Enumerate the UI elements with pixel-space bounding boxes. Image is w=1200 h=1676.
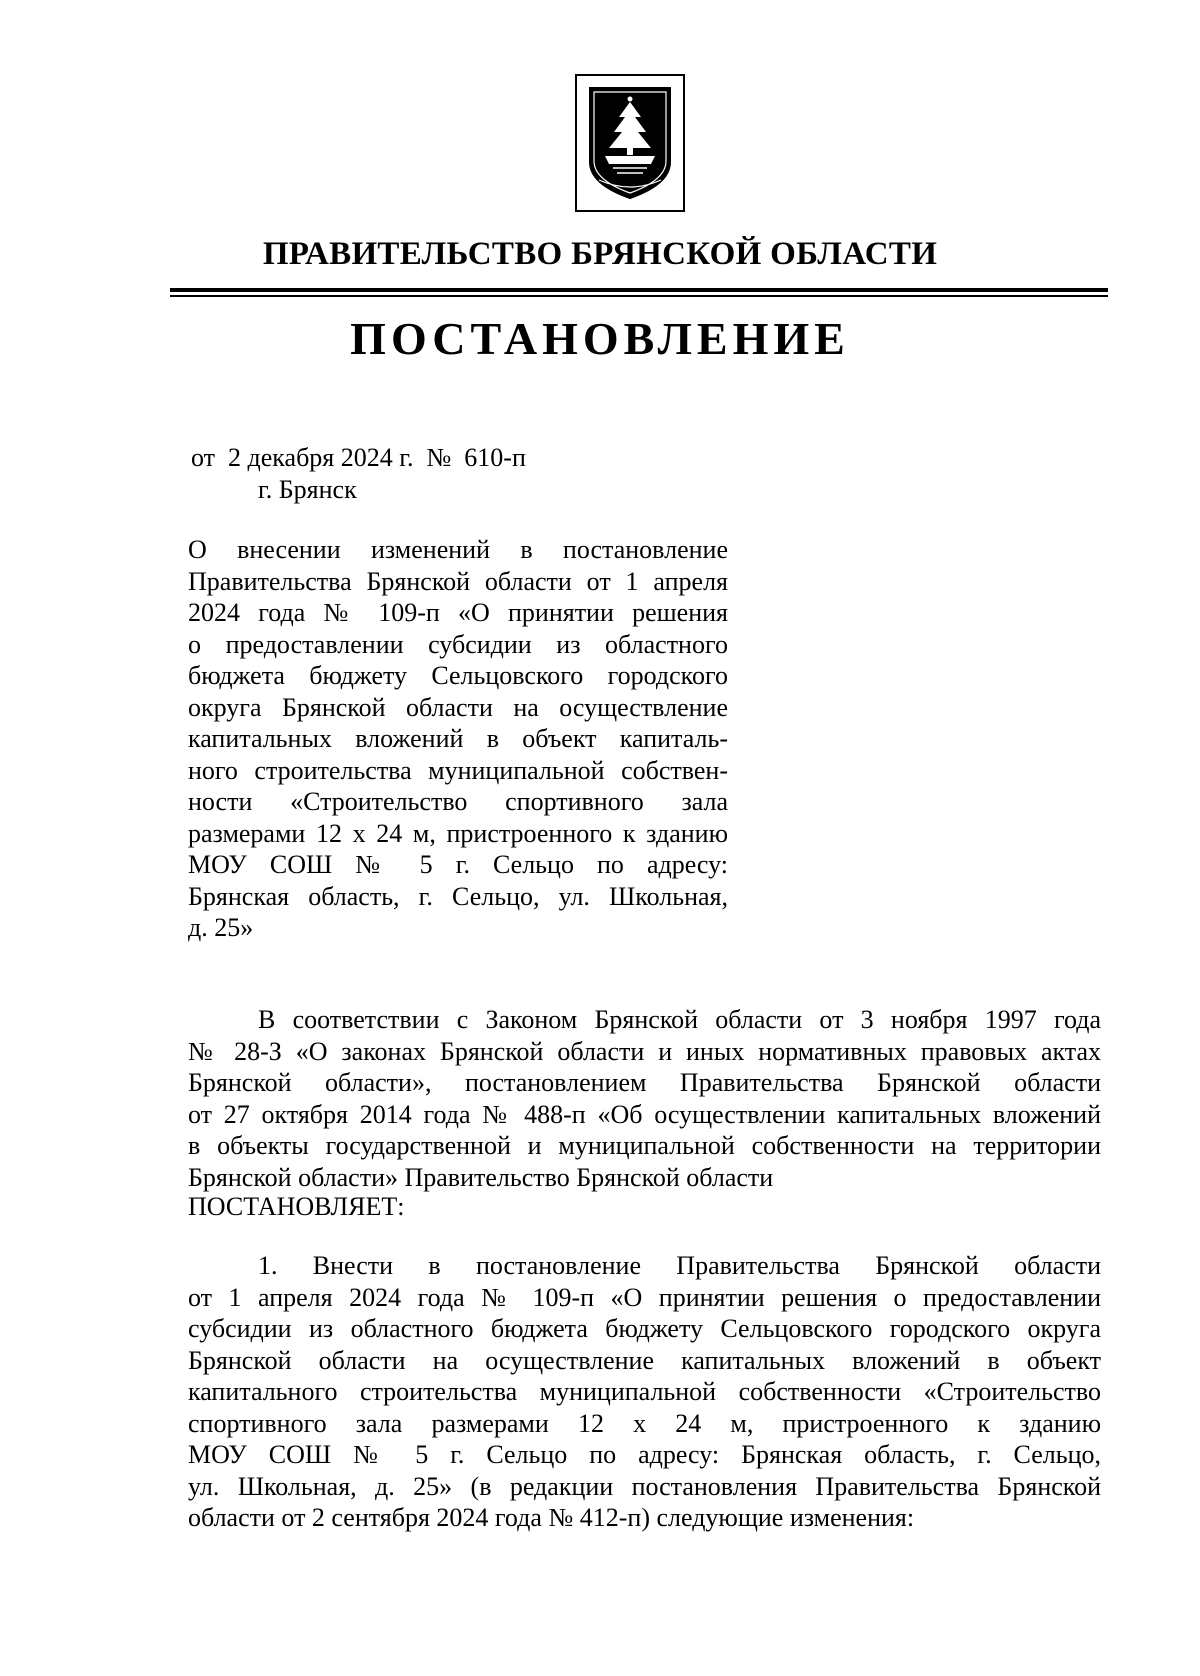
item-1-line: от 1 апреля 2024 года № 109-п «О принятии решения о предоставлении	[188, 1282, 1101, 1312]
coat-of-arms-frame	[575, 74, 685, 212]
subject-line: о предоставлении субсидии из областного	[188, 629, 728, 659]
document-subject	[188, 534, 728, 944]
item-1-line: спортивного зала размерами 12 х 24 м, пристроенного к зданию	[188, 1408, 1101, 1438]
header-rule-thick	[170, 288, 1108, 292]
city-line: г. Брянск	[258, 475, 357, 504]
document-type-title: ПОСТАНОВЛЕНИЕ	[350, 313, 850, 364]
preamble-line: от 27 октября 2014 года № 488-п «Об осуществлении капитальных вложений	[188, 1099, 1101, 1129]
item-1-line: ул. Школьная, д. 25» (в редакции постановления Правительства Брянской	[188, 1471, 1101, 1501]
item-1-line: Брянской области на осуществление капитальных вложений в объект	[188, 1345, 1101, 1375]
subject-line: размерами 12 х 24 м, пристроенного к зданию	[188, 818, 728, 848]
subject-line: Брянская область, г. Сельцо, ул. Школьная,	[188, 881, 728, 911]
subject-line: ности «Строительство спортивного зала	[188, 787, 728, 816]
preamble-line: В соответствии с Законом Брянской области от 3 ноября 1997 года	[258, 1005, 1101, 1034]
item-1-line: 1. Внести в постановление Правительства Брянской области	[258, 1251, 1101, 1280]
subject-line: О внесении изменений в постановление	[188, 535, 728, 564]
subject-line: МОУ СОШ № 5 г. Сельцо по адресу:	[188, 850, 728, 879]
decree-word: ПОСТАНОВЛЯЕТ:	[188, 1192, 405, 1221]
subject-line: д. 25»	[188, 913, 254, 942]
government-title: ПРАВИТЕЛЬСТВО БРЯНСКОЙ ОБЛАСТИ	[262, 236, 938, 272]
preamble-line: Брянской области», постановлением Правительства Брянской области	[188, 1068, 1101, 1097]
subject-line: округа Брянской области на осуществление	[188, 692, 728, 722]
preamble-line: в объекты государственной и муниципальной собственности на территории	[188, 1131, 1101, 1160]
item-1-line: МОУ СОШ № 5 г. Сельцо по адресу: Брянская область, г. Сельцо,	[188, 1440, 1101, 1469]
date-number-line: от 2 декабря 2024 г. № 610-п	[191, 443, 526, 472]
item-1-line: субсидии из областного бюджета бюджету Сельцовского городского округа	[188, 1314, 1101, 1343]
subject-line: ного строительства муниципальной собствен-	[188, 755, 728, 785]
item-1-paragraph	[188, 1250, 1101, 1534]
bryansk-coat-of-arms-icon	[585, 84, 675, 202]
item-1-line: капитального строительства муниципальной собственности «Строительство	[188, 1377, 1101, 1406]
item-1-line: области от 2 сентября 2024 года № 412-п) следующие изменения:	[188, 1503, 915, 1532]
preamble-line: Брянской области» Правительство Брянской области	[188, 1162, 774, 1192]
preamble-line: № 28-З «О законах Брянской области и иных нормативных правовых актах	[188, 1036, 1101, 1066]
subject-line: капитальных вложений в объект капиталь-	[188, 724, 728, 753]
subject-line: Правительства Брянской области от 1 апреля	[188, 566, 728, 596]
header-rule-thin	[170, 295, 1108, 297]
preamble-paragraph	[188, 1004, 1101, 1193]
subject-line: 2024 года № 109-п «О принятии решения	[188, 598, 728, 627]
subject-line: бюджета бюджету Сельцовского городского	[188, 661, 728, 690]
